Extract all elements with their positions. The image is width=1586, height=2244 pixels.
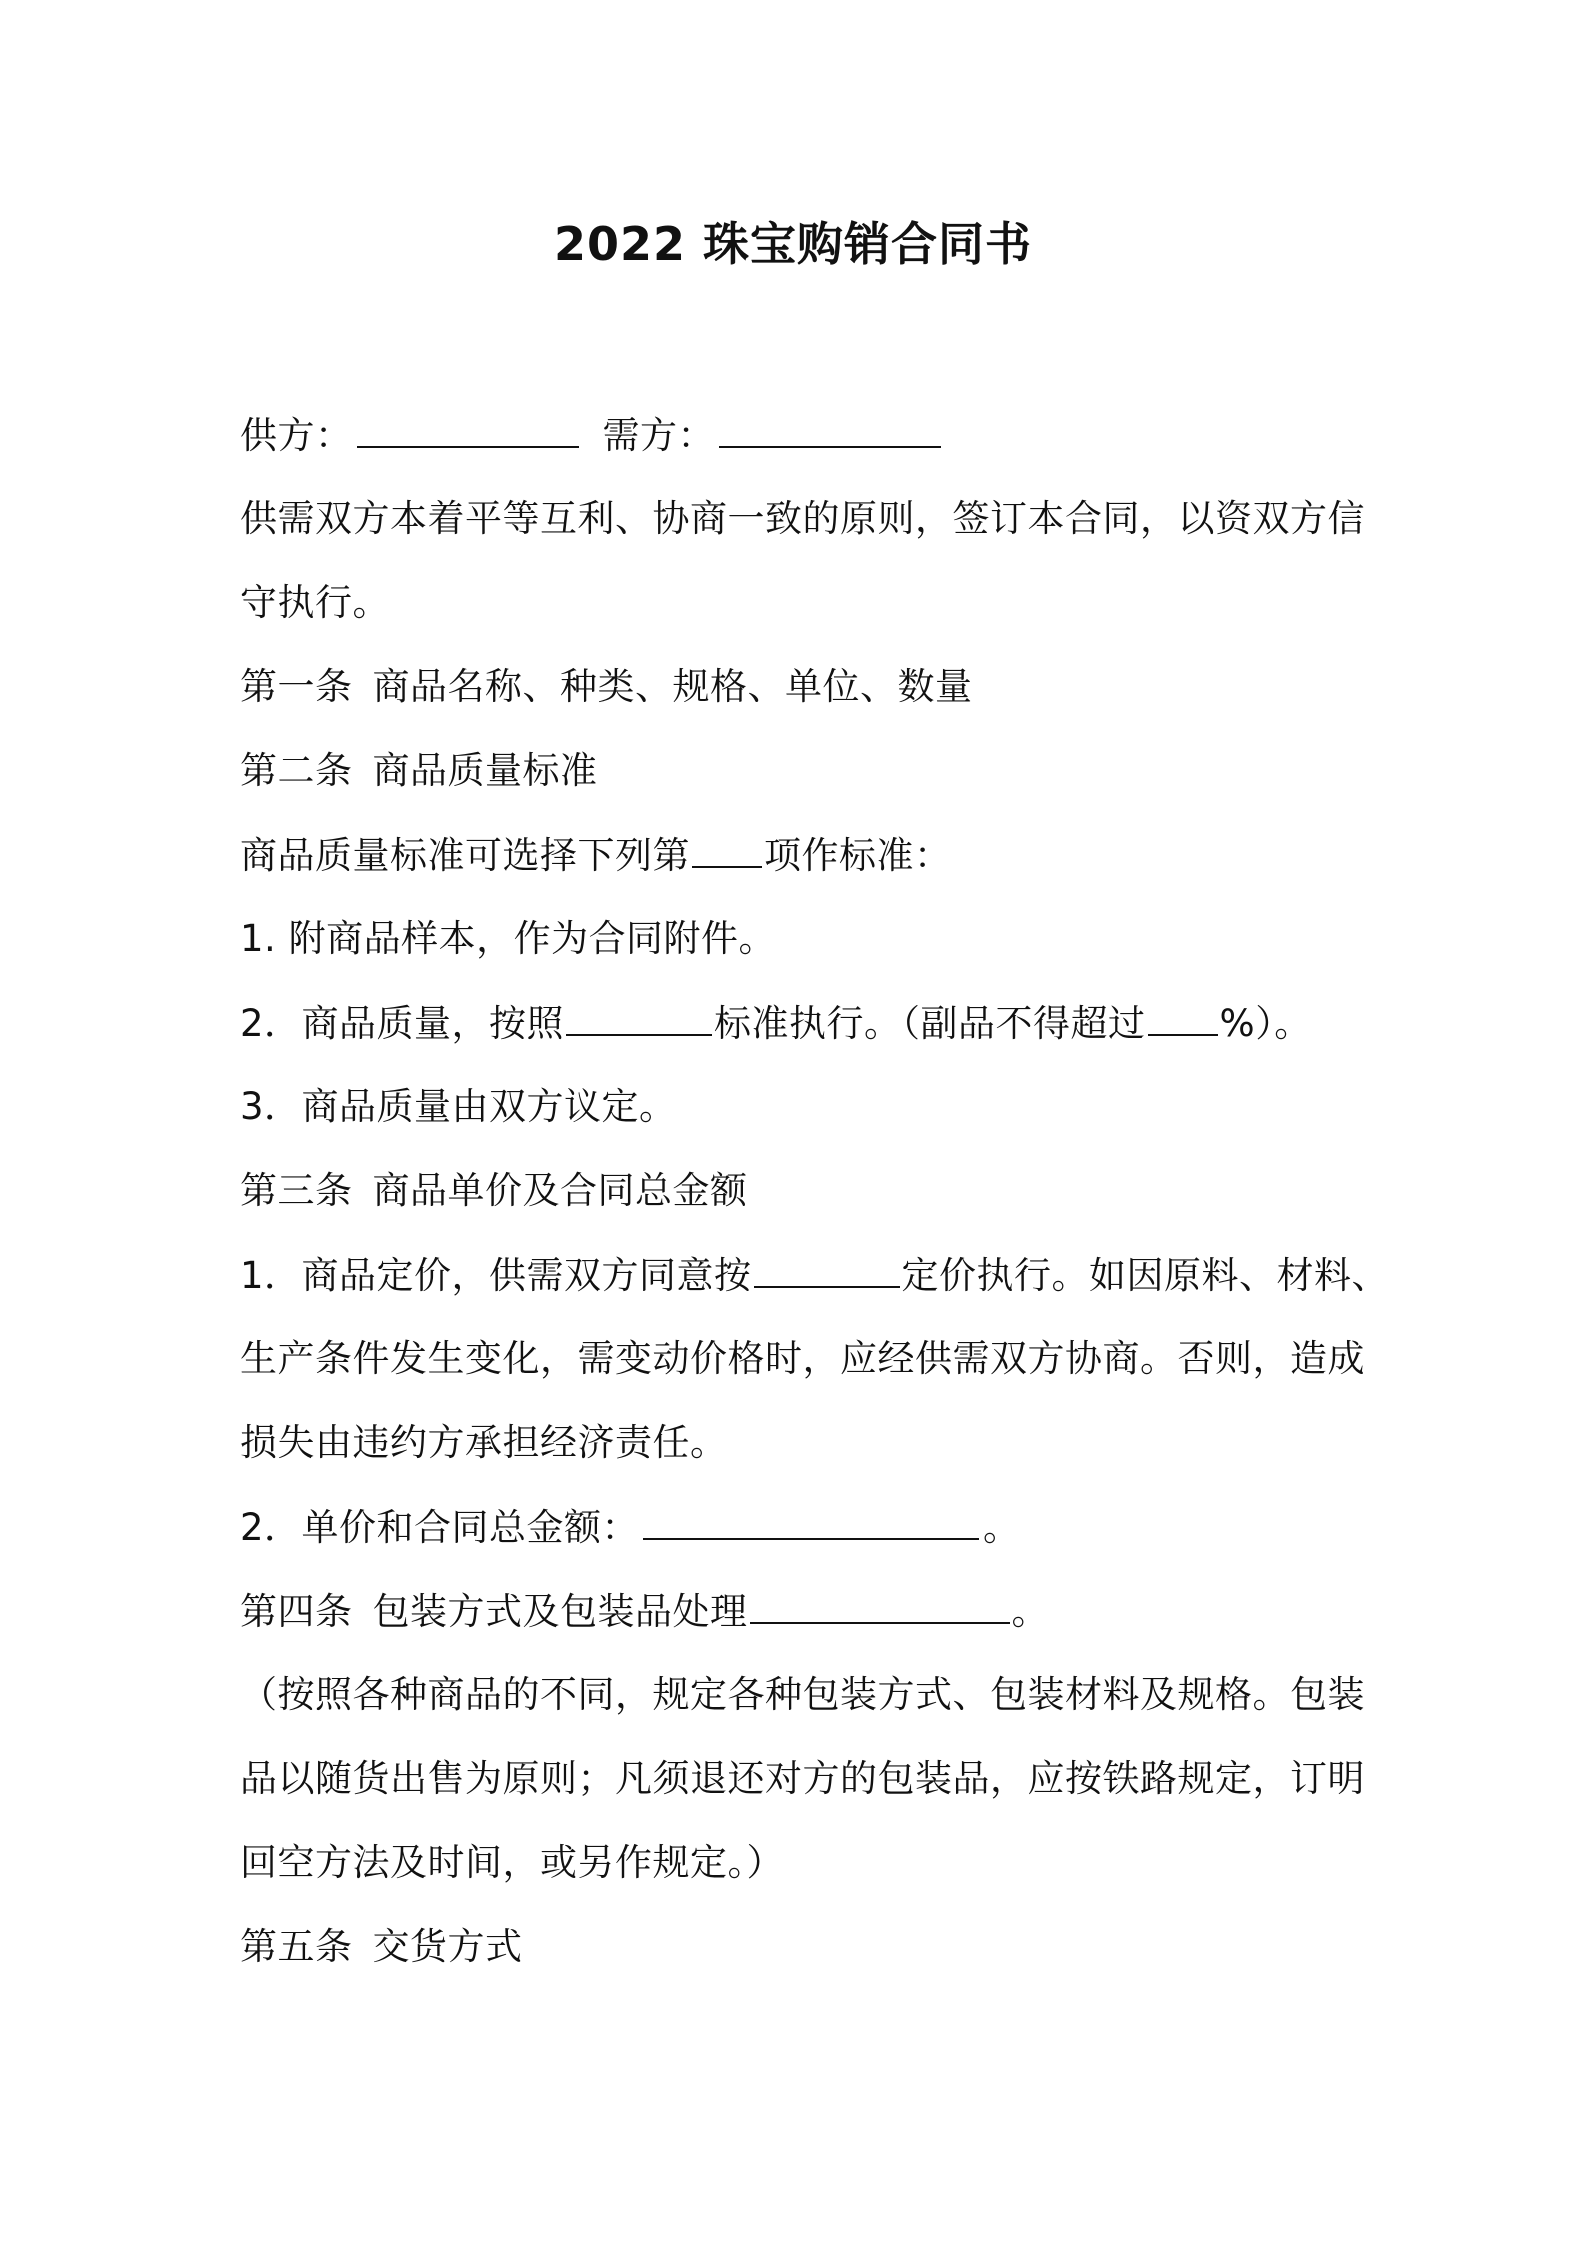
page-title: 2022 珠宝购销合同书: [553, 217, 1033, 271]
article-2-title: 商品质量标准: [372, 749, 598, 792]
article-3-item-2-prefix: 2．单价和合同总金额：: [240, 1506, 640, 1549]
supplier-blank[interactable]: [357, 410, 579, 448]
article-5-heading: [240, 1922, 523, 1972]
supplier-label: 供方：: [240, 414, 353, 457]
article-2-lead-suffix: 项作标准：: [764, 834, 952, 877]
article-2-item-1: 1. 附商品样本，作为合同附件。: [240, 917, 777, 960]
article-1-number: 第一条: [240, 665, 353, 708]
buyer-blank[interactable]: [719, 410, 941, 448]
article-2-heading: [240, 746, 598, 796]
article-3-item-2: [240, 1502, 1021, 1553]
standard-option-blank[interactable]: [692, 830, 762, 868]
packaging-blank[interactable]: [750, 1586, 1010, 1624]
article-4-heading: [240, 1586, 1049, 1637]
article-3-number: 第三条: [240, 1169, 353, 1212]
parties-line: [240, 410, 945, 461]
article-4-heading-suffix: 。: [1011, 1590, 1049, 1633]
article-3-item-1-line-3: 损失由违约方承担经济责任。: [240, 1421, 728, 1464]
article-1-title: 商品名称、种类、规格、单位、数量: [372, 665, 973, 708]
article-4-note-line-1: （按照各种商品的不同，规定各种包装方式、包装材料及规格。包装: [240, 1673, 1365, 1716]
article-5-number: 第五条: [240, 1925, 353, 1968]
article-2-lead: [240, 830, 952, 881]
article-1-heading: [240, 662, 973, 712]
article-3-item-2-suffix: 。: [983, 1506, 1021, 1549]
article-3-item-1-line-2: 生产条件发生变化，需变动价格时，应经供需双方协商。否则，造成: [240, 1337, 1365, 1380]
article-3-heading: [240, 1166, 748, 1216]
pricing-basis-blank[interactable]: [754, 1250, 900, 1288]
buyer-label: 需方：: [602, 414, 715, 457]
article-4-note-line-2: 品以随货出售为原则；凡须退还对方的包装品，应按铁路规定，订明: [240, 1757, 1365, 1800]
article-4-title: 包装方式及包装品处理: [372, 1590, 748, 1633]
article-2-lead-prefix: 商品质量标准可选择下列第: [240, 834, 690, 877]
article-2-number: 第二条: [240, 749, 353, 792]
article-4-number: 第四条: [240, 1590, 353, 1633]
intro-line-1: 供需双方本着平等互利、协商一致的原则，签订本合同，以资双方信: [240, 497, 1365, 540]
article-4-note-line-3: 回空方法及时间，或另作规定。）: [240, 1841, 784, 1884]
article-2-item-2-suffix: %）。: [1219, 1002, 1312, 1045]
article-2-item-2: [240, 998, 1312, 1049]
article-3-item-1-suffix: 定价执行。如因原料、材料、: [901, 1254, 1390, 1297]
article-3-title: 商品单价及合同总金额: [372, 1169, 748, 1212]
article-2-item-2-middle: 标准执行。（副品不得超过: [714, 1002, 1146, 1045]
intro-line-2: 守执行。: [240, 581, 390, 624]
article-3-item-1: [240, 1250, 1389, 1301]
total-amount-blank[interactable]: [643, 1502, 979, 1540]
article-2-item-3: 3．商品质量由双方议定。: [240, 1085, 677, 1128]
article-2-item-2-prefix: 2．商品质量，按照: [240, 1002, 565, 1045]
quality-standard-blank[interactable]: [566, 998, 712, 1036]
article-5-title: 交货方式: [372, 1925, 523, 1968]
article-3-item-1-prefix: 1．商品定价，供需双方同意按: [240, 1254, 752, 1297]
defect-percent-blank[interactable]: [1148, 998, 1218, 1036]
